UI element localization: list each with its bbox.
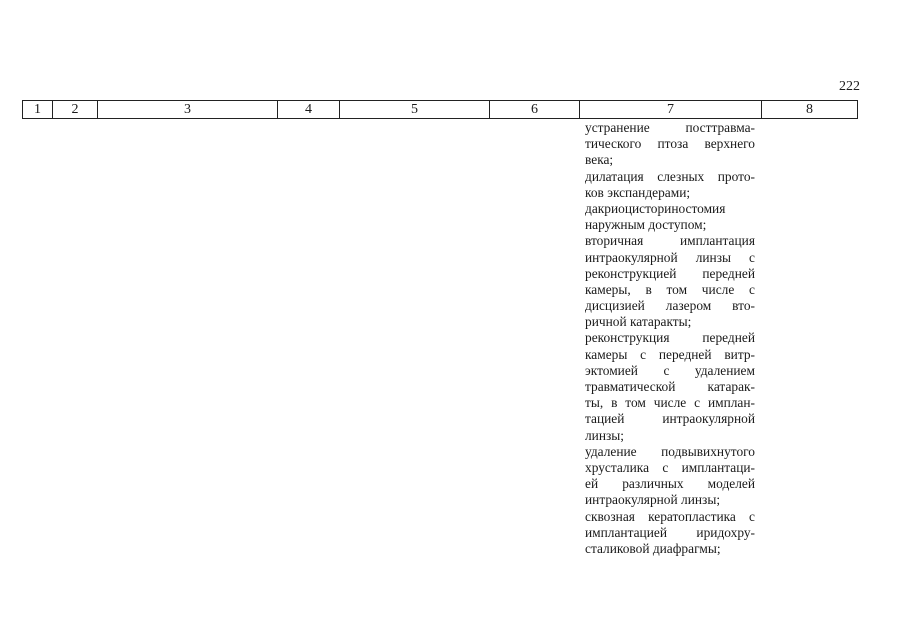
procedure-entry bbox=[585, 330, 755, 443]
procedure-text-line: тического птоза верхнего bbox=[585, 136, 755, 152]
procedure-text-line: вторичная имплантация bbox=[585, 233, 755, 249]
procedure-text-line: устранение посттравма- bbox=[585, 120, 755, 135]
column-7-procedure-list bbox=[585, 120, 755, 557]
page-number: 222 bbox=[839, 79, 860, 94]
procedure-text-line: реконструкцией передней bbox=[585, 265, 755, 281]
procedure-text-line: камеры, в том числе с bbox=[585, 281, 755, 297]
procedure-text-line: века; bbox=[585, 152, 614, 168]
column-number-cell: 8 bbox=[762, 101, 858, 119]
procedure-text-line: дилатация слезных прото- bbox=[585, 168, 755, 184]
procedure-text-line: сквозная кератопластика с bbox=[585, 508, 755, 524]
procedure-text-line: дисцизией лазером вто- bbox=[585, 298, 755, 314]
column-number-cell: 1 bbox=[23, 101, 53, 119]
procedure-text-line: эктомией с удалением bbox=[585, 362, 755, 378]
procedure-entry bbox=[585, 444, 755, 509]
procedure-text-line: хрусталика с имплантаци- bbox=[585, 459, 755, 475]
procedure-text-line: наружным доступом; bbox=[585, 217, 707, 233]
procedure-text-line: интраокулярной линзы с bbox=[585, 249, 755, 265]
procedure-text-line: ричной катаракты; bbox=[585, 314, 692, 330]
procedure-text-line: камеры с передней витр- bbox=[585, 346, 755, 362]
procedure-text-line: имплантацией иридохру- bbox=[585, 524, 755, 540]
column-number-header-table bbox=[22, 100, 858, 119]
procedure-text-line: ты, в том числе с имплан- bbox=[585, 395, 755, 411]
column-number-cell: 5 bbox=[340, 101, 490, 119]
column-number-cell: 2 bbox=[53, 101, 98, 119]
procedure-text-line: дакриоцисториностомия bbox=[585, 200, 726, 216]
procedure-text-line: линзы; bbox=[585, 427, 625, 443]
header-row bbox=[23, 101, 858, 119]
procedure-entry bbox=[585, 201, 755, 233]
procedure-text-line: удаление подвывихнутого bbox=[585, 443, 755, 459]
procedure-text-line: сталиковой диафрагмы; bbox=[585, 540, 721, 556]
procedure-text-line: ей различных моделей bbox=[585, 476, 755, 492]
procedure-text-line: ков экспандерами; bbox=[585, 184, 691, 200]
procedure-entry bbox=[585, 120, 755, 169]
procedure-entry bbox=[585, 169, 755, 201]
procedure-entry bbox=[585, 509, 755, 558]
procedure-entry bbox=[585, 233, 755, 330]
procedure-text-line: интраокулярной линзы; bbox=[585, 492, 721, 508]
procedure-text-line: травматической катарак- bbox=[585, 379, 755, 394]
column-number-cell: 4 bbox=[278, 101, 340, 119]
column-number-cell: 7 bbox=[580, 101, 762, 119]
procedure-text-line: реконструкция передней bbox=[585, 330, 755, 346]
procedure-text-line: тацией интраокулярной bbox=[585, 411, 755, 427]
column-number-cell: 3 bbox=[98, 101, 278, 119]
column-number-cell: 6 bbox=[490, 101, 580, 119]
